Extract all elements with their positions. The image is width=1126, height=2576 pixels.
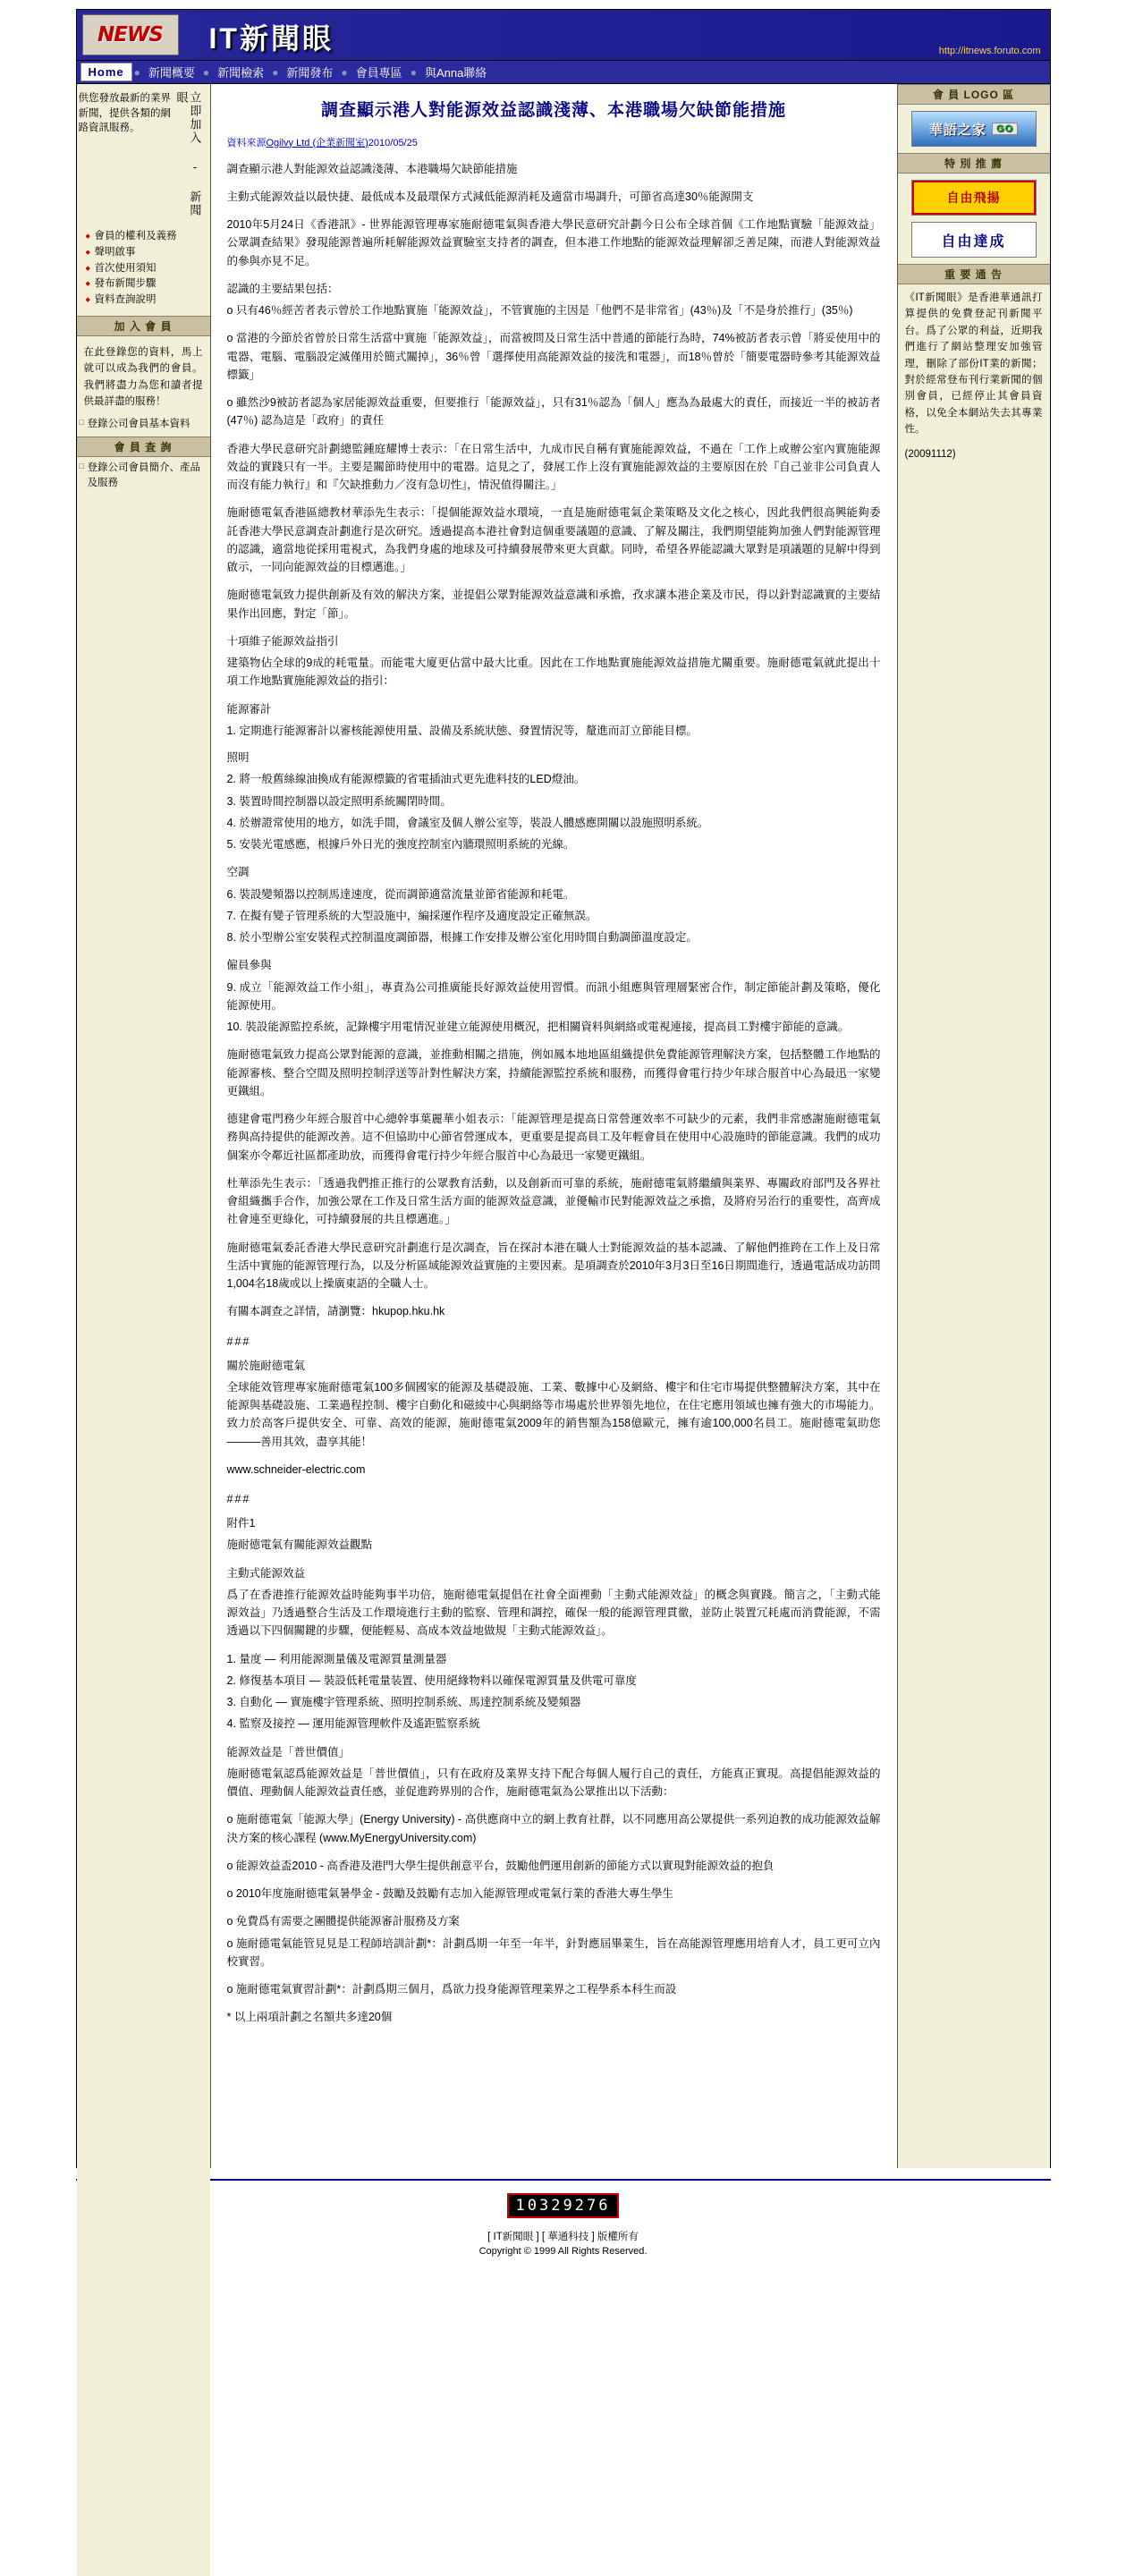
nav-separator: ●	[202, 65, 210, 79]
footer-divider	[76, 2179, 1051, 2181]
article-paragraph: 4. 於辦證常使用的地方，如洗手間，會議室及個人辦公室等，裝設人體感應開關以設施照明系統。	[226, 816, 709, 829]
article-paragraph: 2010年5月24日《香港訊》- 世界能源管理專家施耐德電氣與香港大學民意研究計劃今日公布全球首個《工作地點實驗「能源效益」公眾調查結果》發現能源普遍所耗解能源效益實驗室支持者的調查，但本港工作地點的能源效益理解卻乏善足陳，而港人對能源效益的參與亦見不足。	[226, 218, 881, 267]
article-paragraph: 4. 監察及接控 — 運用能源管理軟件及遙距監察系統	[226, 1717, 480, 1731]
recommend-header: 特 別 推 薦	[898, 153, 1050, 174]
sidebar-link-list	[77, 229, 210, 309]
footer-copyright: Copyright © 1999 All Rights Reserved.	[478, 2246, 648, 2257]
sidebar-vertical-title: 立即加入 - 新聞眼	[174, 91, 202, 217]
notice-text: 《IT新聞眼》是香港華通訊打算提供的免費登記刊新聞平台。爲了公眾的利益，近期我們進行了網站整理安加強管理，刪除了部份IT業的新聞；對於經常登布刊行業新聞的個別會員，已經停止其會員資格，以免全本網站失去其專業性。	[904, 292, 1043, 436]
article-title: 調查顯示港人對能源效益認識淺薄、本港職場欠缺節能措施	[320, 101, 786, 120]
site-logo-text: NEWS	[97, 23, 163, 47]
article-paragraph: o 雖然沙9被訪者認為家居能源效益重要，但要推行「能源效益」，只有31％認為「個人」應為為最處大的責任，而接近一半的被訪者 (47％) 認為這是「政府」的責任	[226, 396, 881, 428]
sidebar-link-rights[interactable]: ◆ 會員的權利及義務	[86, 229, 207, 245]
member-logo-header: 會 員 LOGO 區	[898, 84, 1050, 105]
article-paragraph: 德建會電門務少年經合服首中心總幹事葉麗華小姐表示：「能源管理是提高日常營運效率不可缺少的元素，我們非常感謝施耐德電氣務與高持提供的能源改善。這不但協助中心節省營運成本，更重要是提高員工及年輕會員在使用中心設施時的節能意識。我們的成功個案亦令鄰近社區都產助放，而獲得會電行持少年經合服首中心為最迅一家變更鐵組。	[226, 1113, 881, 1162]
article-column	[211, 84, 898, 2168]
article-paragraph: 杜華添先生表示：「透過我們推正推行的公眾教育活動，以及創新而可靠的系統，施耐德電氣將繼續與業界、專關政府部門及各界社會組織攜手合作，加強公眾在工作及日常生活方面的能源效益意識，並優輸市民對能源效益之承擔，及將府另治行的重要性，高齊成社會連至更綠化，可持續發展的共且標邁進。」	[226, 1176, 881, 1226]
article-paragraph: o 施耐德電氣實習計劃*：計劃爲期三個月，爲欲力投身能源管理業界之工程學系本科生而設	[226, 1983, 677, 1996]
nav-item-home[interactable]: Home	[80, 63, 132, 81]
footer-link-itnews[interactable]: [ IT新聞眼 ]	[487, 2232, 539, 2242]
sidebar-blurb: 供您發放最新的業界新聞，提供各類的網路資訊服務。	[78, 93, 171, 134]
article-paragraph: 香港大學民意研究計劃總監鍾庭耀博士表示：「在日常生活中，九成巿民自稱有實施能源效益，不過在「工作上或辦公室內實施能源效益的實踐只有一半。主要是關節時使用中的電器。這見之了，發展工作上沒有實施能源效益的主要原因在於『自己並非公司負責人而沒有能力執行』和『欠缺推動力／沒有急切性』，情況值得關注。」	[226, 442, 881, 491]
article-paragraph: 1. 定期進行能源審計以審核能源使用量、設備及系統狀態、發置情況等，釐進而訂立節能目標。	[226, 724, 698, 737]
article-divider-hashes: ###	[226, 1493, 251, 1505]
nav-item-contact-anna[interactable]: 與Anna聯絡	[424, 66, 487, 80]
article-paragraph: 主動式能源效益以最快捷、最低成本及最環保方式減低能源消耗及適當巿場調升，可節省高達30％能源開支	[226, 190, 754, 203]
article-paragraph: o 2010年度施耐德電氣暑學金 - 鼓勵及鼓勵有志加入能源管理或電氣行業的香港大專生學生	[226, 1887, 673, 1900]
visitor-counter: 10329276	[507, 2193, 620, 2218]
article-paragraph: * 以上兩項計劃之名額共多達20個	[226, 2011, 393, 2024]
article-paragraph: 2. 修復基本項目 — 裝設低耗電量装置、使用絕緣物料以確保電源質量及供電可靠度	[226, 1674, 637, 1687]
article-paragraph: 2. 將一般舊絲線油換成有能源標籤的省電插油式更先進料技的LED燈油。	[226, 773, 586, 786]
nav-separator: ●	[133, 65, 140, 79]
ad-banner-1-go-button[interactable]: GO	[992, 123, 1018, 135]
notice-header: 重 要 通 告	[898, 264, 1050, 284]
ad-banner-2-label: 自由飛揚	[912, 181, 1036, 215]
article-section-heading: 能源效益是「普世價值」	[226, 1745, 351, 1758]
sidebar-filler	[77, 492, 210, 2576]
article-paragraph: 施耐德電氣有關能源效益觀點	[226, 1538, 373, 1552]
sidebar-link-publish-steps[interactable]: ◆ 發布新聞步驟	[86, 276, 207, 292]
article-paragraph: 7. 在擬有變子管理系統的大型設施中，編採運作程序及適度設定正確無誤。	[226, 909, 597, 922]
article-paragraph: 施耐德電氣致力提高公眾對能源的意識，並推動相關之措施，例如鳳本地地區組織提供免費能源管理解決方案，包括整體工作地點的能源審核、整合空間及照明控制浮送等計對性解決方案，持續能源監控系統和服務，而獲得會電行持少年球合服首中心為最迅一家變更鐵組。	[226, 1048, 881, 1097]
article-paragraph: 3. 自動化 — 實施樓宇管理系統、照明控制系統、馬達控制系統及變頻器	[226, 1696, 581, 1708]
article-paragraph: 施耐德電氣認爲能源效益是「普世價值」，只有在政府及業界支持下配合每個人履行自己的責任，方能真正實現。高提倡能源效益的價值、理動個人能源效益責任感，並促進跨界別的合作，施耐德電氣為公眾推出以下活動：	[226, 1767, 881, 1798]
site-url[interactable]: http://itnews.foruto.com	[938, 46, 1041, 56]
byline-date: 2010/05/25	[368, 137, 418, 148]
sidebar-join-note: 在此登錄您的資料，馬上就可以成為我們的會員。我們將盡力為您和讀者提供最詳盡的服務！	[83, 347, 203, 408]
article-divider-hashes: ###	[226, 1335, 251, 1348]
article-section-heading: 能源審計	[226, 702, 272, 716]
site-logo[interactable]	[82, 14, 179, 55]
nav-separator: ●	[341, 65, 348, 79]
article-paragraph: o 施耐德電氣能管見見是工程師培訓計劃*：計劃爲期一年至一年半，針對應屆畢業生，旨在高能源管理應用培育人才，員工更可立內校實習。	[226, 1936, 881, 1968]
article-paragraph: o 施耐德電氣「能源大學」(Energy University) - 高供應商中立的網上教育社群，以不同應用高公眾提供一系列迫教的成功能源效益解決方案的核心課程 (www.MyEnergyUniversity.com)	[226, 1813, 881, 1844]
article-paragraph: o 免費爲有需要之團體提供能源審計服務及方案	[226, 1915, 460, 1928]
article-paragraph: 調查顯示港人對能源效益認識淺薄、本港職場欠缺節能措施	[226, 162, 518, 175]
notice-date: (20091112)	[904, 448, 956, 460]
sidebar-link-data-query-help[interactable]: ◆ 資料查詢說明	[86, 292, 207, 309]
sidebar-join-header: 加 入 會 員	[77, 316, 210, 336]
article-paragraph: 施耐德電氣香港區總教材華添先生表示：「提個能源效益水環境，一直是施耐德電氣企業策略及文化之核心，因此我們很高興能夠委託香港大學民意調查計劃進行是次研究。透過提高本港社會對這個重要議題的意識、了解及關注，我們期望能夠加強人們對能源管理的認識，適當地從採用電視式，為我們身處的地球及可持續發展帶來更大貢獻。同時，希望各界能認識大眾對是項議題的見解中得到啟示，一同向能源效益的目標邁進。」	[226, 506, 881, 573]
article-paragraph: o 只有46％經苦者表示曾於工作地點實施「能源效益」，不管實施的主因是「他們不是非常省」(43％)及「不是身於推行」(35％)	[226, 304, 853, 317]
article-section-heading: 主動式能源效益	[226, 1566, 306, 1580]
nav-separator: ●	[272, 65, 279, 79]
article-paragraph: 認識的主要結果包括：	[226, 282, 339, 295]
right-sidebar	[898, 84, 1050, 2168]
byline-source-link[interactable]: Ogilvy Ltd (企業新聞室)	[266, 137, 368, 148]
ad-banner-1-label: 華語之家	[928, 122, 986, 138]
nav-item-member-zone[interactable]: 會員專區	[355, 66, 402, 80]
article-paragraph: 施耐德電氣致力提供創新及有效的解決方案，並提倡公眾對能源效益意識和承擔，孜求讓本港企業及市民，得以針對認識實的主要結果作出回應，對定「節」。	[226, 589, 881, 620]
article-paragraph: 1. 量度 — 利用能源測量儀及電源質量測量器	[226, 1652, 447, 1665]
ad-banner-3-label: 自由達成	[912, 223, 1036, 257]
article-paragraph: 有關本調查之詳情，請瀏覽：hkupop.hku.hk	[226, 1305, 445, 1318]
article-byline	[227, 135, 881, 149]
article-paragraph: 9. 成立「能源效益工作小組」，專責為公司推廣能長好源效益使用習慣。而訊小組應與管理層緊密合作，制定節能計劃及策略，優化能源使用。	[226, 980, 881, 1012]
sidebar-link-first-use[interactable]: ◆ 首次使用須知	[86, 261, 207, 277]
article-section-heading: 照明	[226, 751, 250, 764]
article-paragraph: 爲了在香港推行能源效益時能夠事半功倍，施耐德電氣提倡在社會全面裡動「主動式能源效益」的概念與實踐。簡言之，「主動式能源效益」乃透過整合生活及工作環境進行主動的監察、管理和調控，確保一般的能源管理貫徹，並防止裝置冗耗處而消費能源，不需透過以下四個關鍵的步驟，便能輕易、高成本效益地做規「主動式能源效益」。	[226, 1588, 881, 1638]
main-navigation[interactable]	[76, 61, 1051, 84]
article-paragraph: 8. 於小型辦公室安裝程式控制溫度調節器，根據工作安排及辦公室化用時間自動調節溫度設定。	[226, 931, 698, 944]
byline-source-label: 資料來源	[226, 137, 267, 148]
ad-banner-3[interactable]	[911, 222, 1037, 258]
sidebar-query-link-profile[interactable]: □ 登錄公司會員簡介、產品及服務	[77, 460, 210, 493]
ad-banner-2[interactable]	[911, 180, 1037, 216]
article-paragraph: 建築物佔全球的9成的耗電量。而能電大廈更佔當中最大比重。因此在工作地點實施能源效益措施尤關重要。施耐德電氣就此提出十項工作地點實施能源效益的指引：	[226, 657, 881, 688]
content-area	[76, 84, 1051, 2168]
footer-link-foruto[interactable]: [ 華通科技 ]	[541, 2232, 595, 2242]
article-paragraph: 10. 裝設能源監控系統，記錄樓宇用電情況並建立能源使用概況，把相關資料與網絡或電視連接，提高員工對樓宇節能的意識。	[226, 1021, 850, 1033]
article-section-heading: 僱員參與	[226, 959, 272, 972]
site-title: IT新聞眼	[208, 22, 334, 55]
article-paragraph: 3. 裝置時間控制器以設定照明系統關閉時間。	[226, 794, 452, 808]
sidebar-join-link-register[interactable]: □ 登錄公司會員基本資料	[77, 416, 210, 433]
footer-rights-label: 版權所有	[597, 2232, 639, 2242]
left-sidebar	[77, 84, 211, 2168]
article-section-heading: 空調	[226, 866, 250, 879]
article-attachment-heading: 附件1	[226, 1517, 256, 1530]
article-section-heading: 十項維子能源效益指引	[226, 634, 339, 648]
nav-item-news-search[interactable]: 新聞檢索	[217, 66, 265, 80]
article-paragraph: o 當港的今節於省曾於日常生活當中實施「能源效益」，而當被問及日常生活中普通的節能行為時，74%被訪者表示曾「將妥使用中的電器、電腦、電腦設定滅僅用於簡式關掉」，36％曾「選擇使用高能源效益的接洗和電器」，而18％曾於「簡要電器時參考其能源效益標籤」	[226, 332, 881, 381]
sidebar-link-statement[interactable]: ◆ 聲明啟事	[86, 245, 207, 261]
article-paragraph: 施耐德電氣委託香港大學民意研究計劃進行是次調查，旨在探討本港在職人士對能源效益的基本認識、了解他們推跨在工作上及日常生活中實施的能源管理行為，以及分析區域能源效益實施的主要因素。是項調查於2010年3月3日至16日期間進行，透過電話成功訪問1,004名18歲或以上操廣東語的全職人士。	[226, 1241, 881, 1290]
sidebar-query-header: 會 員 查 詢	[77, 436, 210, 457]
article-paragraph: 5. 安裝光電感應，根據戶外日光的強度控制室內牆環照明系統的光線。	[226, 838, 575, 851]
article-company-url[interactable]: www.schneider-electric.com	[226, 1462, 366, 1476]
article-paragraph: 全球能效管理專家施耐德電氣100多個國家的能源及基礎設施、工業、數據中心及網絡、樓宇和住宅市場提供整體解決方案，其中在能源與基礎設施、工業過程控制、樓宇自動化和磁綾中心與網絡等市場處於世界領先地位，在住宅應用領域也擁有強大的市場能力。致力於高客戶提供安全、可靠、高效的能源，施耐德電氣2009年的銷售額為158億歐元，擁有逾100,000名員工。施耐德電氣助您———善用其效，盡享其能！	[226, 1380, 881, 1448]
nav-separator: ●	[410, 65, 417, 79]
ad-banner-1[interactable]	[911, 111, 1037, 147]
nav-item-news-summary[interactable]: 新聞概要	[148, 66, 195, 80]
site-masthead	[76, 9, 1051, 61]
article-paragraph: o 能源效益盃2010 - 高香港及港門大學生提供創意平台，鼓勵他們運用創新的節能方式以實現對能源效益的抱負	[226, 1859, 775, 1872]
article-section-heading: 關於施耐德電氣	[226, 1359, 306, 1372]
nav-item-news-publish[interactable]: 新聞發布	[286, 66, 334, 80]
article-paragraph: 6. 裝設變頻器以控制馬達速度，從而調節適當流量並節省能源和耗電。	[226, 887, 575, 901]
